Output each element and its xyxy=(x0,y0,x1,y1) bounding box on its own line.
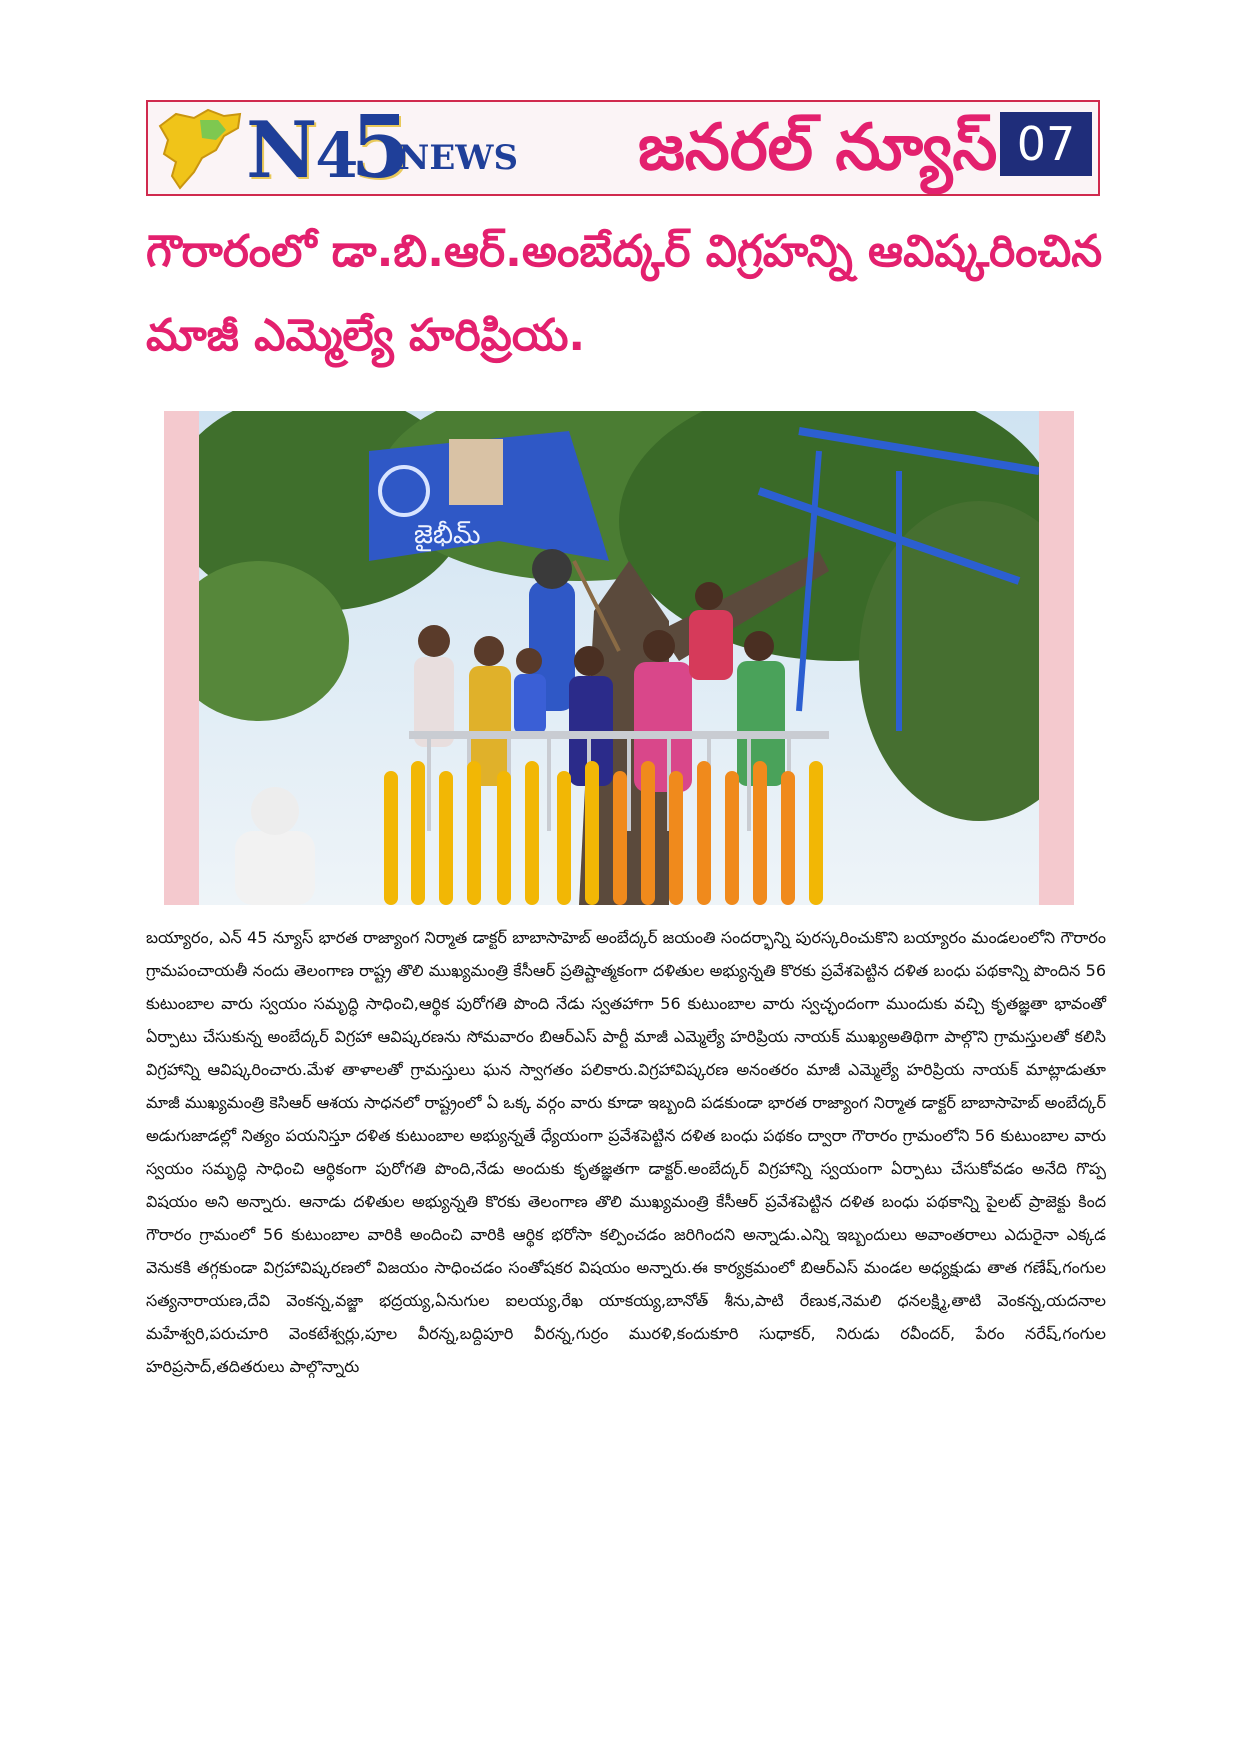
headline-line-2: మాజీ ఎమ్మెల్యే హరిప్రియ. xyxy=(146,310,586,361)
brand-letter-n: N xyxy=(246,105,316,196)
masthead xyxy=(146,100,1100,196)
section-title: జనరల్ న్యూస్ xyxy=(638,111,998,185)
statue-unveiling-photo xyxy=(199,411,1039,905)
headline-line-1: గౌరారంలో డా.బి.ఆర్.అంబేద్కర్ విగ్రహన్ని ఆవిష్కరించిన xyxy=(146,226,1103,277)
state-map-icon xyxy=(154,106,246,192)
flag-label: జైభీమ్ xyxy=(414,520,481,550)
brand-word-news: NEWS xyxy=(398,138,519,178)
brand-digit-five: 5 xyxy=(350,100,409,196)
brand-logo xyxy=(246,100,518,196)
news-photo xyxy=(164,411,1074,905)
article-body: బయ్యారం, ఎన్ 45 న్యూస్ భారత రాజ్యాంగ నిర్మాత డాక్టర్ బాబాసాహెబ్ అంబేద్కర్ జయంతి సందర్భాన్ని పురస్కరించుకొని బయ్యారం మండలంలోని గౌరారం గ్రామపంచాయతీ నందు తెలంగాణ రాష్ట్ర తొలి ముఖ్యమంత్రి కేసీఆర్ ప్రతిష్టాత్మకంగా దళితుల అభ్యున్నతి కొరకు ప్రవేశపెట్టిన దళిత బంధు పథకాన్ని పొందిన 56 కుటుంబాల వారు స్వయం సమృద్ధి సాధించి,ఆర్థిక పురోగతి పొంది నేడు స్వతహాగా 56 కుటుంబాల వారు స్వచ్ఛందంగా ముందుకు వచ్చి కృతజ్ఞతా భావంతో ఏర్పాటు చేసుకున్న అంబేద్కర్ విగ్రహా ఆవిష్కరణను సోమవారం బిఆర్ఎస్ పార్టీ మాజీ ఎమ్మెల్యే హరిప్రియ నాయక్ ముఖ్యఅతిథిగా పాల్గొని గ్రామస్తులతో కలిసి విగ్రహాన్ని ఆవిష్కరించారు.మేళ తాళాలతో గ్రామస్తులు ఘన స్వాగతం పలికారు.విగ్రహావిష్కరణ అనంతరం మాజీ ఎమ్మెల్యే హరిప్రియ నాయక్ మాట్లాడుతూ మాజీ ముఖ్యమంత్రి కెసిఆర్ ఆశయ సాధనలో రాష్ట్రంలో ఏ ఒక్క వర్గం వారు కూడా ఇబ్బంది పడకుండా భారత రాజ్యాంగ నిర్మాత డాక్టర్ బాబాసాహెబ్ అంబేద్కర్ అడుగుజాడల్లో నిత్యం పయనిస్తూ దళిత కుటుంబాల అభ్యున్నతే ధ్యేయంగా ప్రవేశపెట్టిన దళిత బంధు పథకం ద్వారా గౌరారం గ్రామంలోని 56 కుటుంబాల వారు స్వయం సమృద్ధి సాధించి ఆర్థికంగా పురోగతి పొంది,నేడు అందుకు కృతజ్ఞతగా డాక్టర్.అంబేద్కర్ విగ్రహాన్ని స్వయంగా ఏర్పాటు చేసుకోవడం అనేది గొప్ప విషయం అని అన్నారు. ఆనాడు దళితుల అభ్యున్నతి కొరకు తెలంగాణ తొలి ముఖ్యమంత్రి కేసీఆర్ ప్రవేశపెట్టిన దళిత బంధు పథకాన్ని పైలట్ ప్రాజెక్టు కింద గౌరారం గ్రామంలో 56 కుటుంబాల వారికి అందించి వారికి ఆర్థిక భరోసా కల్పించడం జరిగిందని అన్నాడు.ఎన్ని ఇబ్బందులు అవాంతరాలు ఎదురైనా ఎక్కడ వెనుకకి తగ్గకుండా విగ్రహావిష్కరణలో విజయం సాధించడం సంతోషకర విషయం అన్నారు.ఈ కార్యక్రమంలో బిఆర్ఎస్ మండల అధ్యక్షుడు తాత గణేష్,గంగుల సత్యనారాయణ,దేవి వెంకన్న,వజ్జా భద్రయ్య,ఏనుగుల ఐలయ్య,రేఖ యాకయ్య,బానోత్ శీను,పాటి రేణుక,నెమలి ధనలక్ష్మి,తాటి వెంకన్న,యదనాల మహేశ్వరి,పరుచూరి వెంకటేశ్వర్లు,పూల వీరన్న,బద్దిపూరి వీరన్న,గుర్రం మురళి,కందుకూరి సుధాకర్, నిరుడు రవీందర్, పేరం నరేష్,గంగుల హరిప్రసాద్,తదితరులు పాల్గొన్నారు xyxy=(146,928,1106,1376)
brand-digit-four: 4 xyxy=(315,119,357,192)
page-number-badge: 07 xyxy=(1000,112,1092,176)
